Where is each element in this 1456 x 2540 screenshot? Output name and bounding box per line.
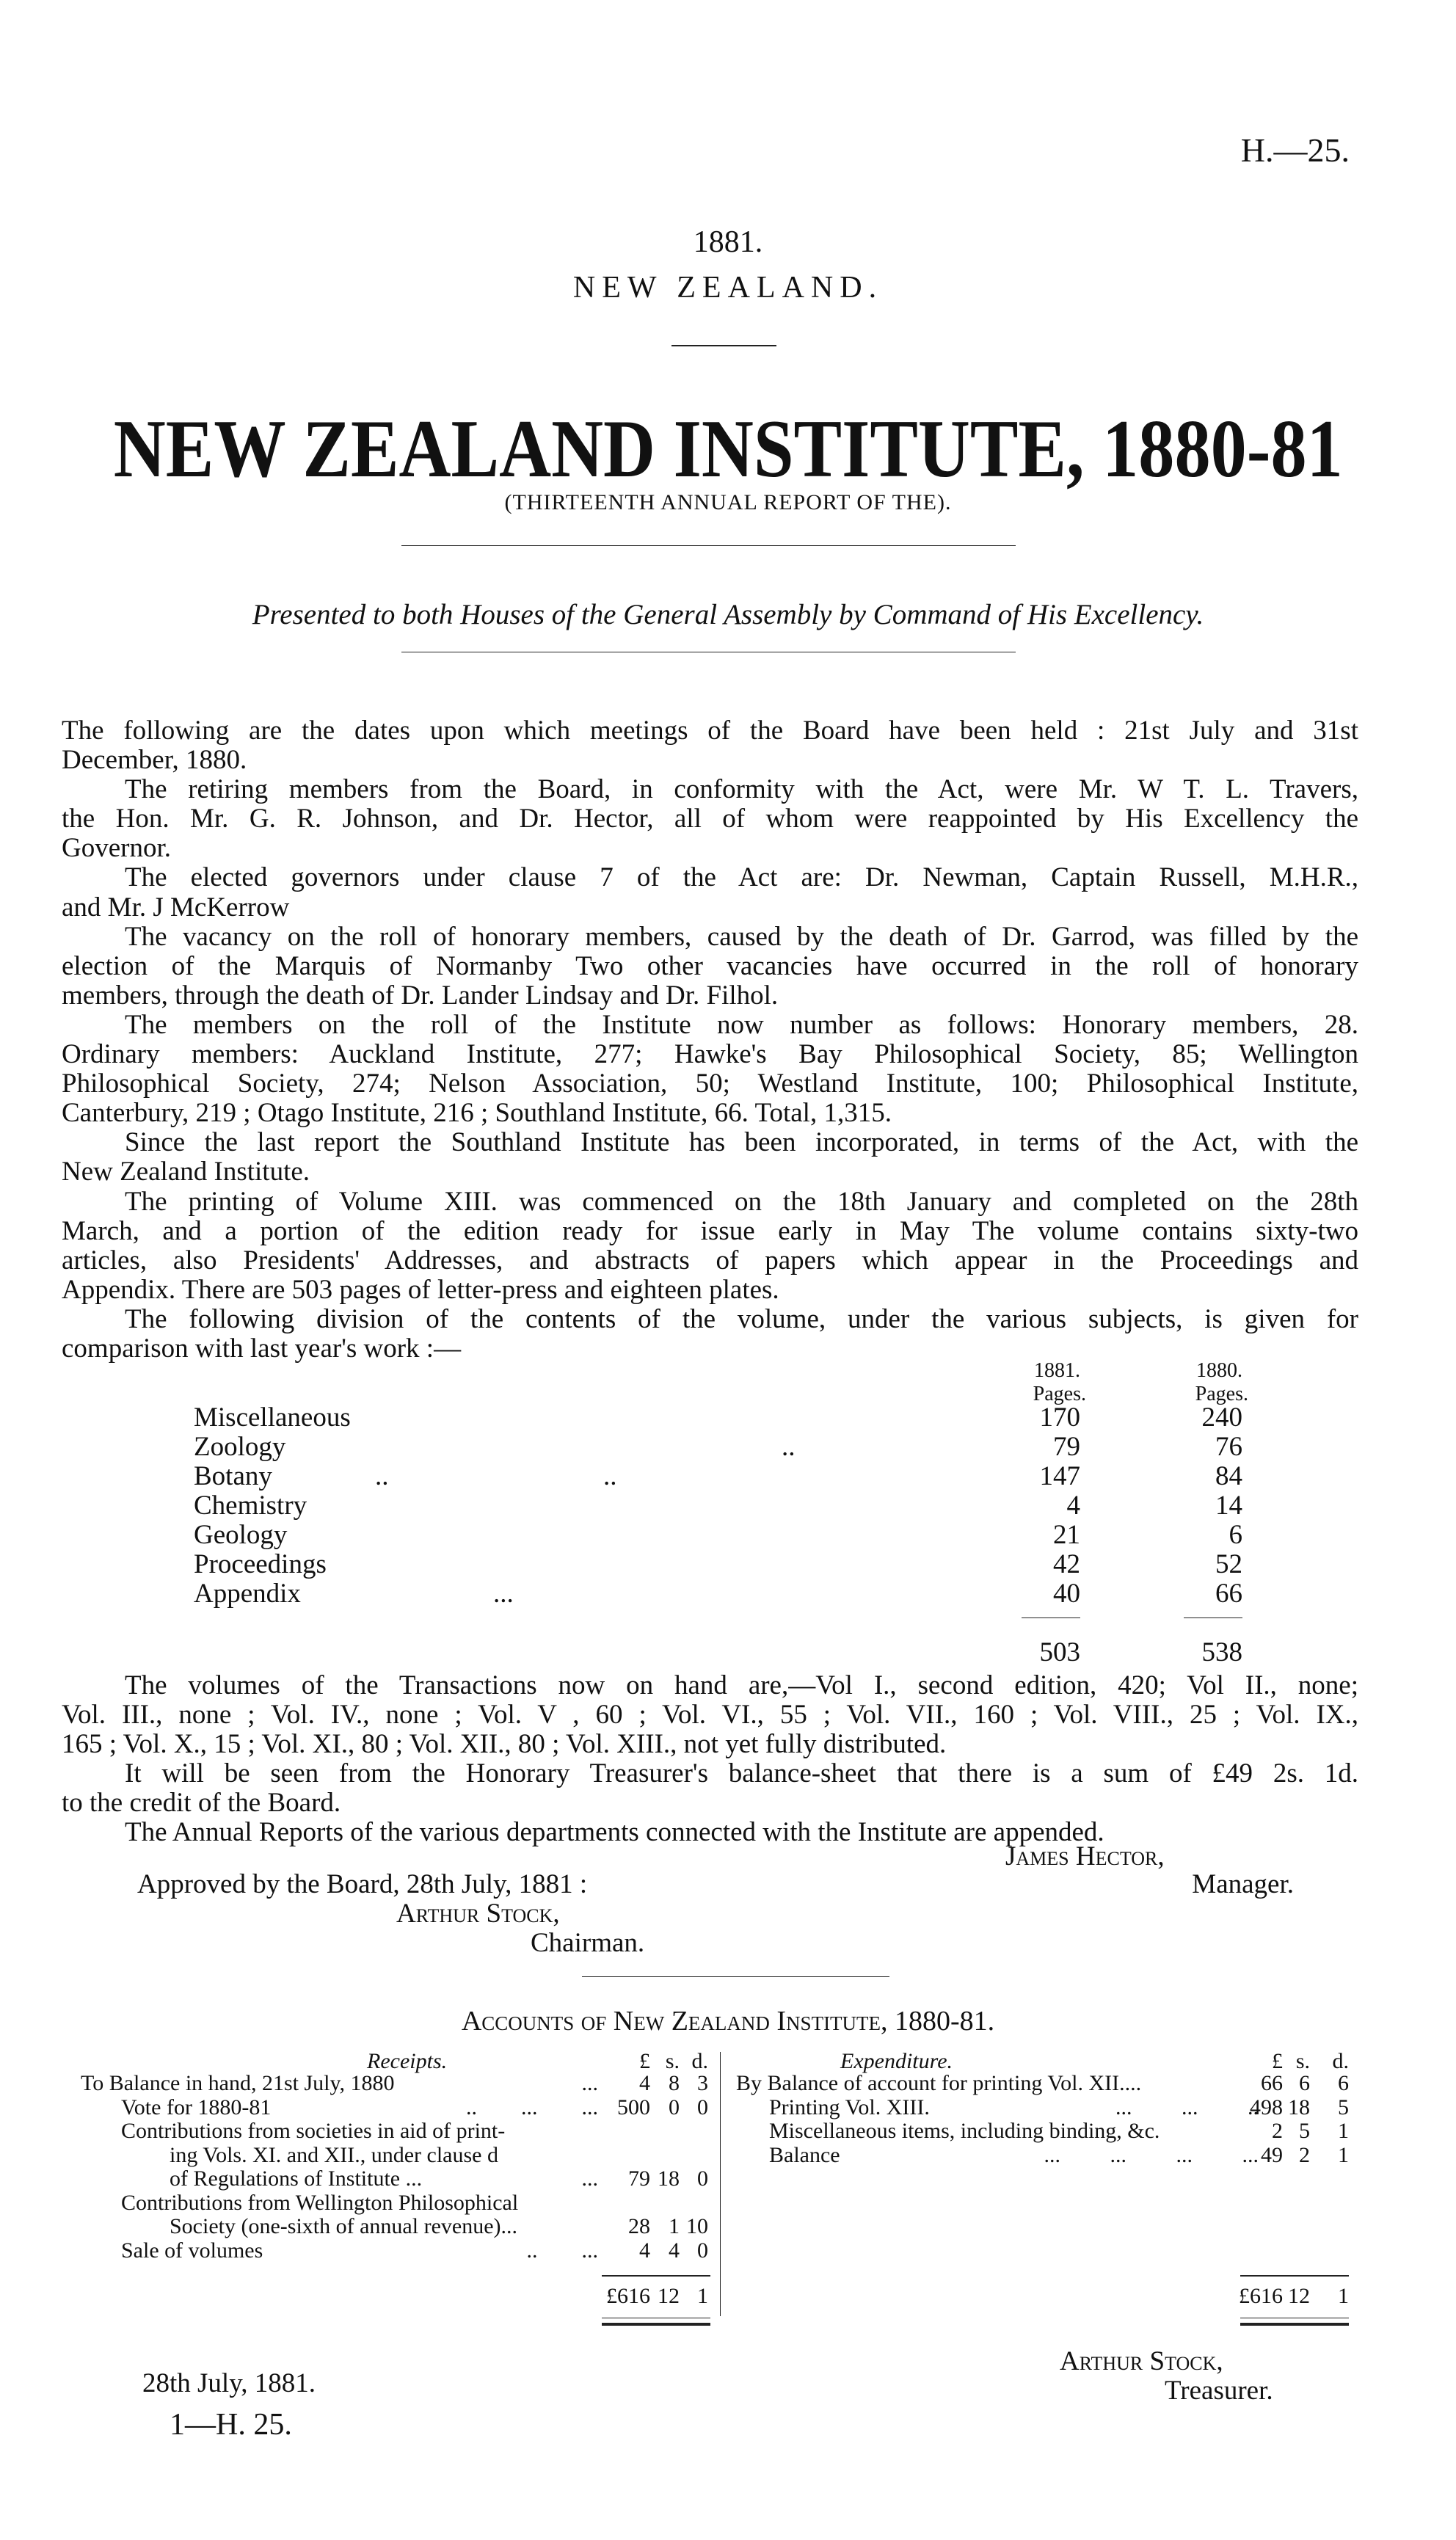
paragraph-line: The members on the roll of the Institute now number as follows: Honorary members, 28. — [125, 1009, 1358, 1040]
amount-shillings: 18 — [1288, 2095, 1310, 2119]
expenditure-label: Balance — [769, 2142, 840, 2167]
amount-pence: 3 — [697, 2071, 708, 2095]
amount-pounds: 2 — [1272, 2119, 1283, 2143]
approved-line: Approved by the Board, 28th July, 1881 : — [137, 1869, 588, 1899]
amount-pounds: 500 — [617, 2095, 650, 2119]
paragraph-line: March, and a portion of the edition ready for issue early in May The volume contains sixty-two — [62, 1215, 1358, 1246]
footer-date: 28th July, 1881. — [142, 2368, 316, 2398]
receipts-label: Contributions from societies in aid of print- — [121, 2119, 506, 2143]
pages-1881: 21 — [1053, 1520, 1080, 1550]
receipts-label: To Balance in hand, 21st July, 1880 — [81, 2071, 395, 2095]
paragraph-line: Vol. III., none ; Vol. IV., none ; Vol. V , 60 ; Vol. VI., 55 ; Vol. VII., 160 ; Vol. VIII., 25 ; Vol. IX., — [62, 1700, 1358, 1731]
chairman-name: Arthur Stock, — [396, 1899, 560, 1929]
expenditure-total-pounds: £616 — [1239, 2284, 1283, 2308]
amount-pence: 6 — [1338, 2071, 1349, 2095]
col-year-1881: 1881. — [1034, 1359, 1080, 1382]
receipts-label: of Regulations of Institute ... — [170, 2166, 423, 2191]
manager-title: Manager. — [1192, 1869, 1294, 1899]
pages-1881: 40 — [1053, 1579, 1080, 1609]
paragraph-line: Canterbury, 219 ; Otago Institute, 216 ; Southland Institute, 66. Total, 1,315. — [62, 1098, 892, 1129]
receipts-total-pounds: £616 — [606, 2284, 650, 2308]
expenditure-total-shillings: 12 — [1288, 2284, 1310, 2308]
paragraph-line: election of the Marquis of Normanby Two other vacancies have occurred in the roll of honorary — [62, 950, 1358, 981]
paragraph-line: The printing of Volume XIII. was commenced on the 18th January and completed on the 28th — [125, 1186, 1358, 1217]
amount-pounds: 79 — [628, 2166, 650, 2191]
paragraph-line: The elected governors under clause 7 of the Act are: Dr. Newman, Captain Russell, M.H.R., — [125, 862, 1358, 893]
dot-leader: ... — [581, 2166, 598, 2191]
dot-leader: ... ... .. — [1115, 2095, 1259, 2119]
amount-shillings: 6 — [1299, 2071, 1310, 2095]
expenditure-label: By Balance of account for printing Vol. XII.... — [736, 2071, 1142, 2095]
paragraph-line: Since the last report the Southland Institute has been incorporated, in terms of the Act, with the — [125, 1127, 1358, 1158]
treasurer-title: Treasurer. — [1165, 2376, 1273, 2406]
expenditure-total-pence: 1 — [1338, 2284, 1349, 2308]
amount-pounds: 4 — [639, 2238, 650, 2263]
amount-pounds: 28 — [628, 2214, 650, 2238]
amount-pence: 1 — [1338, 2142, 1349, 2167]
expenditure-header: Expenditure. — [840, 2049, 953, 2073]
pages-1880: 240 — [1201, 1402, 1242, 1433]
receipts-label: Sale of volumes — [121, 2238, 263, 2263]
dot-leader: ... — [493, 1579, 514, 1609]
paragraph-line: Philosophical Society, 274; Nelson Association, 50; Westland Institute, 100; Philosophical Institute, — [62, 1069, 1358, 1099]
dot-leader: .. ... ... — [466, 2095, 598, 2119]
paragraph-line: The vacancy on the roll of honorary members, caused by the death of Dr. Garrod, was filled by the — [125, 921, 1358, 952]
paragraph-line: 165 ; Vol. X., 15 ; Vol. XI., 80 ; Vol. XII., 80 ; Vol. XIII., not yet fully distributed. — [62, 1729, 947, 1760]
manager-name: James Hector, — [1005, 1841, 1165, 1871]
paragraph-line: Ordinary members: Auckland Institute, 277; Hawke's Bay Philosophical Society, 85; Wellington — [62, 1039, 1358, 1070]
paragraph-line: Appendix. There are 503 pages of letter-press and eighteen plates. — [62, 1274, 779, 1305]
pages-1881: 147 — [1039, 1461, 1080, 1491]
amount-pence: 1 — [1338, 2119, 1349, 2143]
paragraph-line: The retiring members from the Board, in conformity with the Act, were Mr. W T. L. Travers, — [125, 774, 1358, 805]
amount-pence: 0 — [697, 2238, 708, 2263]
expenditure-double-rule — [1240, 2323, 1349, 2326]
subject-name: Chemistry — [194, 1491, 307, 1521]
paragraph-line: members, through the death of Dr. Lander Lindsay and Dr. Filhol. — [62, 980, 779, 1011]
subject-name: Geology — [194, 1520, 288, 1550]
paragraph-line: The Annual Reports of the various departments connected with the Institute are appended. — [125, 1817, 1104, 1848]
paragraph-line: The volumes of the Transactions now on hand are,—Vol I., second edition, 420; Vol II., none; — [125, 1670, 1358, 1700]
paragraph-line: Governor. — [62, 833, 171, 864]
receipts-total-pence: 1 — [697, 2284, 708, 2308]
dot-leader: ... — [581, 2071, 598, 2095]
subject-name: Zoology — [194, 1432, 286, 1462]
receipts-label: ing Vols. XI. and XII., under clause d — [170, 2142, 498, 2167]
expenditure-label: Printing Vol. XIII. — [769, 2095, 930, 2119]
amount-pence: 0 — [697, 2166, 708, 2191]
pages-1881: 79 — [1053, 1432, 1080, 1462]
document-title: NEW ZEALAND INSTITUTE, 1880-81 — [113, 404, 1343, 495]
currency-col-header: s. — [665, 2049, 680, 2073]
paragraph-line: the Hon. Mr. G. R. Johnson, and Dr. Hector, all of whom were reappointed by His Excellency the — [62, 804, 1358, 834]
divider — [401, 545, 1016, 546]
subject-name: Proceedings — [194, 1549, 327, 1579]
pages-1880: 52 — [1215, 1549, 1242, 1579]
currency-col-header: £ — [639, 2049, 650, 2073]
total-rule — [1022, 1617, 1080, 1618]
expenditure-label: Miscellaneous items, including binding, &c. — [769, 2119, 1160, 2143]
receipts-total-rule — [602, 2275, 710, 2277]
dot-leader: ... ... ... ... — [1044, 2142, 1259, 2167]
receipts-total-shillings: 12 — [658, 2284, 680, 2308]
paragraph-line: and Mr. J McKerrow — [62, 892, 290, 923]
subject-name: Miscellaneous — [194, 1402, 351, 1433]
report-body-part1 — [62, 716, 1358, 1364]
currency-col-header: £ — [1272, 2049, 1283, 2073]
amount-shillings: 2 — [1299, 2142, 1310, 2167]
divider — [671, 345, 776, 346]
dot-leader: .. .. — [375, 1461, 617, 1491]
total-rule — [1184, 1617, 1242, 1618]
subject-name: Appendix — [194, 1579, 301, 1609]
divider — [582, 1976, 889, 1977]
amount-pence: 0 — [697, 2095, 708, 2119]
paragraph-line: articles, also Presidents' Addresses, and abstracts of papers which appear in the Proceedings and — [62, 1245, 1358, 1276]
dot-leader: .. — [782, 1432, 796, 1462]
col-unit-1881: Pages. — [1033, 1383, 1086, 1405]
amount-shillings: 4 — [669, 2238, 680, 2263]
pages-1880: 84 — [1215, 1461, 1242, 1491]
amount-shillings: 0 — [669, 2095, 680, 2119]
paragraph-line: to the credit of the Board. — [62, 1788, 341, 1819]
treasurer-name: Arthur Stock, — [1060, 2346, 1223, 2376]
year: 1881. — [693, 225, 763, 259]
amount-shillings: 1 — [669, 2214, 680, 2238]
amount-pence: 5 — [1338, 2095, 1349, 2119]
paragraph-line: New Zealand Institute. — [62, 1157, 310, 1187]
accounts-title: Accounts of New Zealand Institute, 1880-81. — [461, 2006, 995, 2037]
sheet-number: 1—H. 25. — [170, 2408, 292, 2442]
pages-1880: 14 — [1215, 1491, 1242, 1521]
amount-pounds: 49 — [1261, 2142, 1283, 2167]
dot-leader: .. ... — [526, 2238, 598, 2263]
receipts-label: Society (one-sixth of annual revenue)... — [170, 2214, 518, 2238]
country: NEW ZEALAND. — [572, 271, 884, 305]
pages-1880: 6 — [1228, 1520, 1242, 1550]
column-divider — [720, 2052, 721, 2316]
amount-pounds: 66 — [1261, 2071, 1283, 2095]
report-body-part2 — [62, 1671, 1358, 1848]
receipts-label: Vote for 1880-81 — [121, 2095, 272, 2119]
pages-1880: 76 — [1215, 1432, 1242, 1462]
amount-pounds: 4 — [639, 2071, 650, 2095]
receipts-header: Receipts. — [367, 2049, 448, 2073]
currency-col-header: d. — [691, 2049, 708, 2073]
col-unit-1880: Pages. — [1195, 1383, 1248, 1405]
total-1881: 503 — [1039, 1637, 1080, 1667]
amount-pounds: 498 — [1250, 2095, 1283, 2119]
amount-shillings: 18 — [658, 2166, 680, 2191]
subject-name: Botany — [194, 1461, 272, 1491]
paragraph-line: The following are the dates upon which meetings of the Board have been held : 21st July and 31st — [62, 716, 1358, 746]
expenditure-total-rule — [1240, 2275, 1349, 2277]
receipts-label: Contributions from Wellington Philosophical — [121, 2190, 519, 2215]
paragraph-line: comparison with last year's work :— — [62, 1333, 462, 1364]
page-reference: H.—25. — [1240, 131, 1350, 169]
subtitle: (THIRTEENTH ANNUAL REPORT OF THE). — [504, 490, 952, 514]
pages-1881: 170 — [1039, 1402, 1080, 1433]
amount-shillings: 5 — [1299, 2119, 1310, 2143]
paragraph-line: The following division of the contents of the volume, under the various subjects, is given for — [125, 1303, 1358, 1334]
currency-col-header: d. — [1332, 2049, 1349, 2073]
total-1880: 538 — [1201, 1637, 1242, 1667]
pages-1880: 66 — [1215, 1579, 1242, 1609]
currency-col-header: s. — [1295, 2049, 1310, 2073]
paragraph-line: It will be seen from the Honorary Treasurer's balance-sheet that there is a sum of £49 2s. 1d. — [125, 1758, 1358, 1789]
amount-shillings: 8 — [669, 2071, 680, 2095]
receipts-double-rule — [602, 2323, 710, 2326]
presented-line: Presented to both Houses of the General Assembly by Command of His Excellency. — [252, 599, 1204, 630]
chairman-title: Chairman. — [531, 1928, 645, 1958]
col-year-1880: 1880. — [1196, 1359, 1242, 1382]
pages-1881: 42 — [1053, 1549, 1080, 1579]
paragraph-line: December, 1880. — [62, 745, 247, 776]
pages-1881: 4 — [1066, 1491, 1080, 1521]
amount-pence: 10 — [686, 2214, 708, 2238]
